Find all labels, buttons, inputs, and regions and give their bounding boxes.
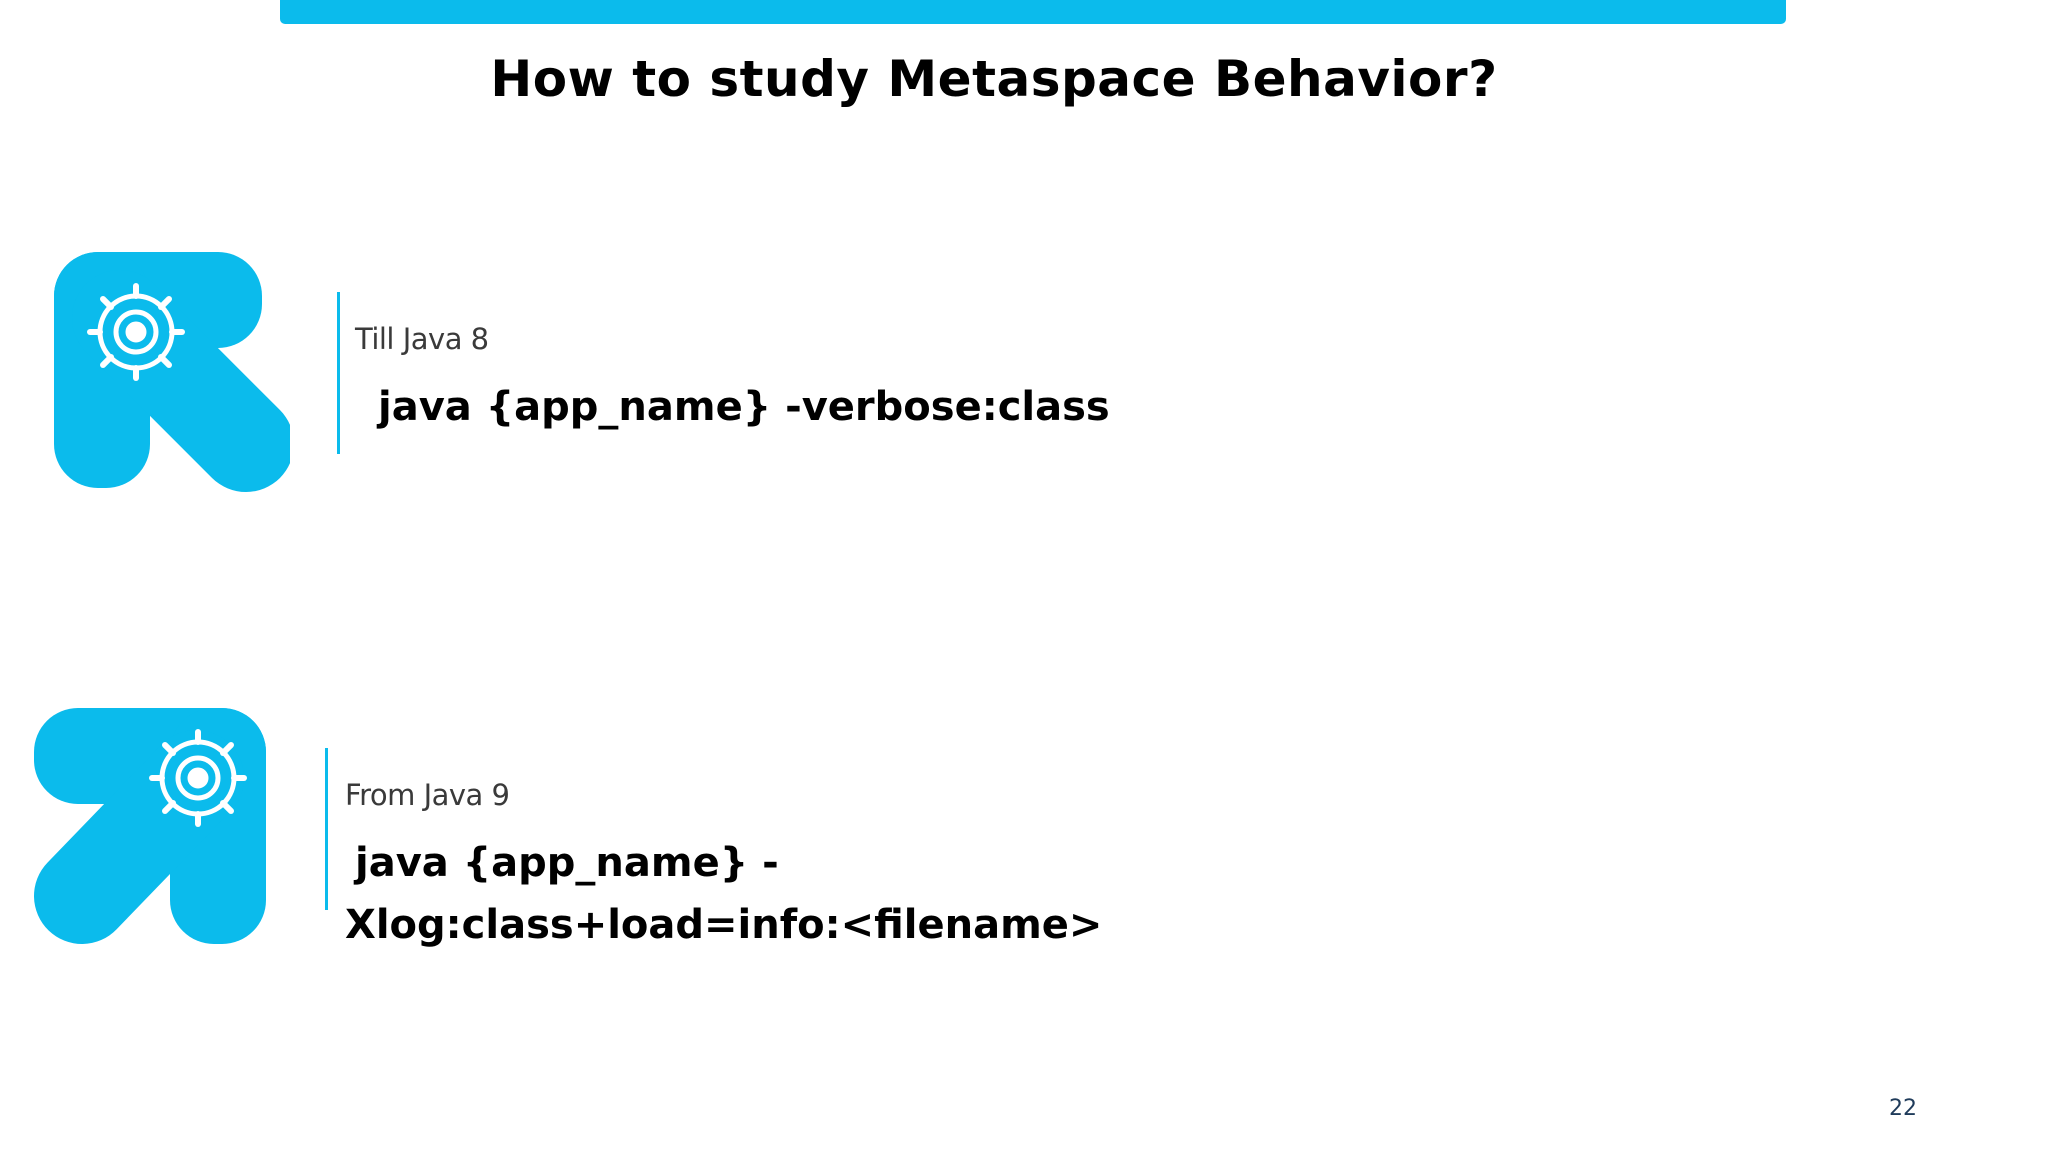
section-divider (325, 748, 328, 910)
slide-title: How to study Metaspace Behavior? (490, 50, 1498, 108)
command-text-line-1: java {app_name} - (355, 840, 779, 886)
command-text: java {app_name} -verbose:class (378, 384, 1110, 430)
up-right-arrow-gear-icon (30, 704, 270, 954)
section-divider (337, 292, 340, 454)
up-left-arrow-gear-icon (50, 248, 290, 498)
command-text-line-2: Xlog:class+load=info:<filename> (345, 902, 1103, 948)
section-from-java-9 (325, 748, 1225, 978)
page-number: 22 (1889, 1096, 1917, 1121)
section-label: From Java 9 (345, 778, 510, 812)
section-till-java-8 (337, 292, 1237, 457)
section-label: Till Java 8 (355, 322, 489, 356)
top-accent-bar (280, 0, 1786, 24)
